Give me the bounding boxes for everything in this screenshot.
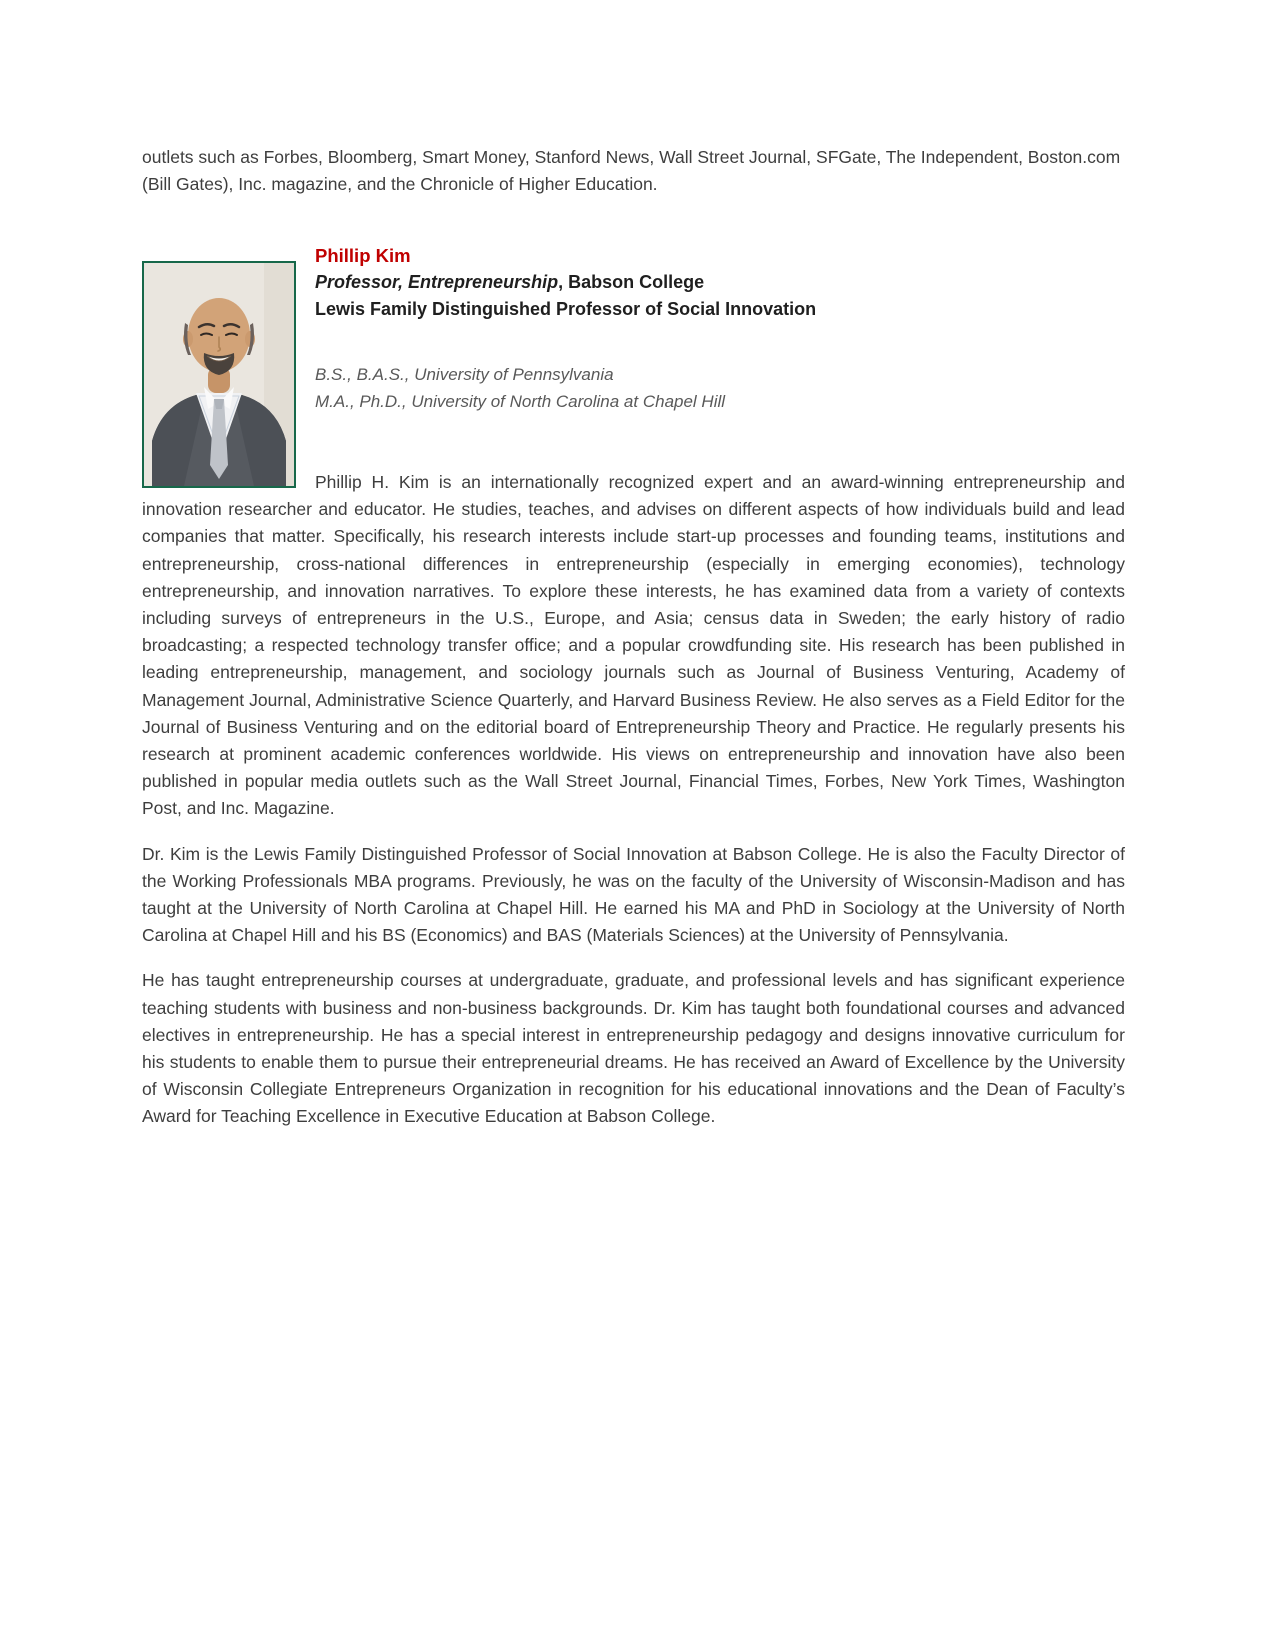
person-role-organization: , Babson College	[558, 272, 705, 292]
bio-paragraphs	[142, 469, 1125, 1131]
person-name: Phillip Kim	[315, 245, 411, 266]
faculty-bio-section	[142, 242, 1125, 1149]
continuation-paragraph: outlets such as Forbes, Bloomberg, Smart Money, Stanford News, Wall Street Journal, SFGate, The Independent, Boston.com (Bill Gates), Inc. magazine, and the Chronicle of Higher Education.	[142, 147, 1121, 194]
education-line: M.A., Ph.D., University of North Carolina at Chapel Hill	[315, 392, 726, 411]
bio-paragraph-3: He has taught entrepreneurship courses at undergraduate, graduate, and professional levels and has significant experience teaching students with business and non-business backgrounds. Dr. Kim has taught both foundational courses and advanced electives in entrepreneurship. He has a special interest in entrepreneurship pedagogy and designs innovative curriculum for his students to enable them to pursue their entrepreneurial dreams. He has received an Award of Excellence by the University of Wisconsin Collegiate Entrepreneurs Organization in recognition for his educational innovations and the Dean of Faculty’s Award for Teaching Excellence in Executive Education at Babson College.	[142, 970, 1125, 1127]
portrait-illustration	[144, 263, 294, 486]
person-distinguished-title: Lewis Family Distinguished Professor of Social Innovation	[315, 299, 817, 319]
education-line: B.S., B.A.S., University of Pennsylvania	[315, 365, 614, 384]
portrait-photo	[142, 261, 296, 488]
document-page	[142, 0, 1125, 1149]
bio-paragraph-1: Phillip H. Kim is an internationally recognized expert and an award-winning entrepreneurship and innovation researcher and educator. He studies, teaches, and advises on different aspects of how individuals build and lead companies that matter. Specifically, his research interests include start-up processes and founding teams, institutions and entrepreneurship, cross-national differences in entrepreneurship (especially in emerging economies), technology entrepreneurship, and innovation narratives. To explore these interests, he has examined data from a variety of contexts including surveys of entrepreneurs in the U.S., Europe, and Asia; census data in Sweden; the early history of radio broadcasting; a respected technology transfer office; and a popular crowdfunding site. His research has been published in leading entrepreneurship, management, and sociology journals such as Journal of Business Venturing, Academy of Management Journal, Administrative Science Quarterly, and Harvard Business Review. He also serves as a Field Editor for the Journal of Business Venturing and on the editorial board of Entrepreneurship Theory and Practice. He regularly presents his research at prominent academic conferences worldwide. His views on entrepreneurship and innovation have also been published in popular media outlets such as the Wall Street Journal, Financial Times, Forbes, New York Times, Washington Post, and Inc. Magazine.	[142, 472, 1125, 819]
bio-paragraph-2: Dr. Kim is the Lewis Family Distinguished Professor of Social Innovation at Babson College. He is also the Faculty Director of the Working Professionals MBA programs. Previously, he was on the faculty of the University of Wisconsin-Madison and has taught at the University of North Carolina at Chapel Hill. He earned his MA and PhD in Sociology at the University of North Carolina at Chapel Hill and his BS (Economics) and BAS (Materials Sciences) at the University of Pennsylvania.	[142, 843, 1125, 946]
person-role: Professor, Entrepreneurship	[315, 272, 559, 292]
